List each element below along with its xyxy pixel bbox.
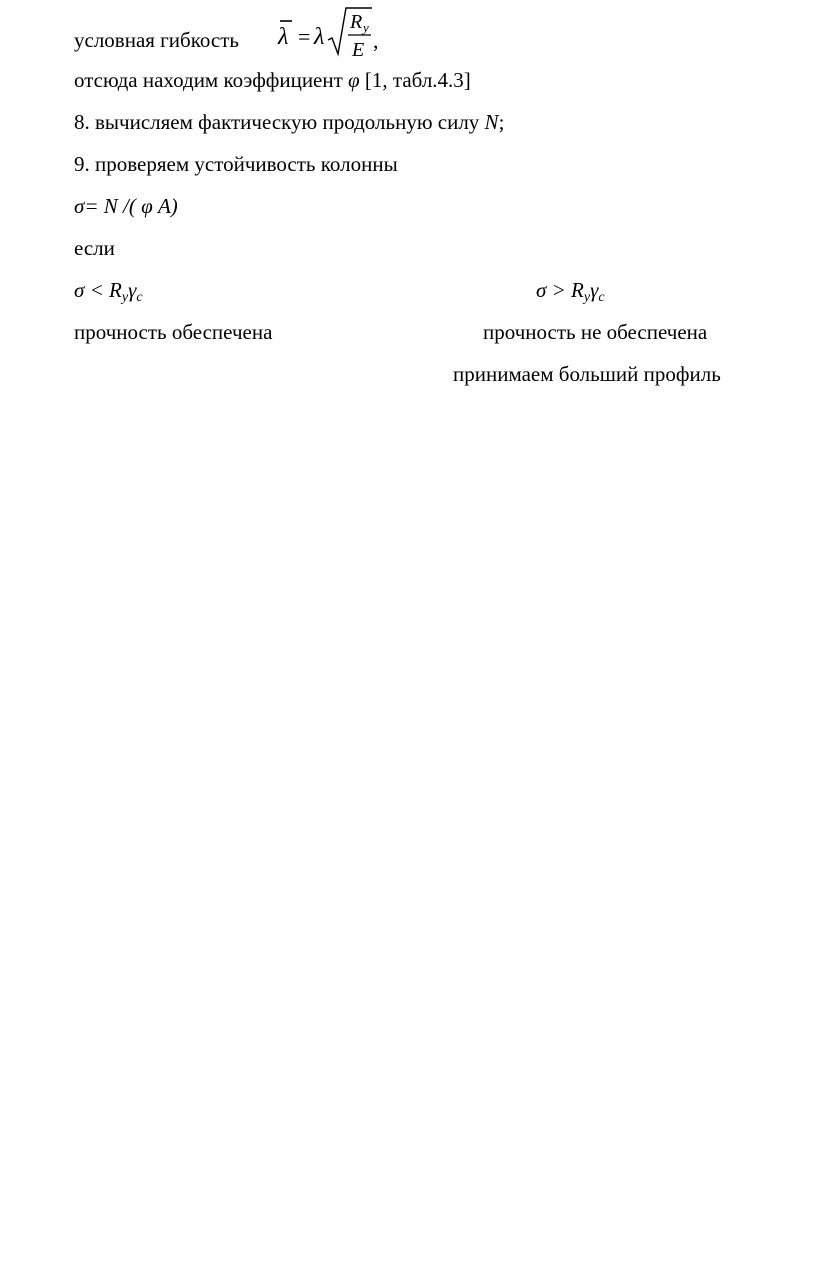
line-find-coefficient	[74, 70, 471, 91]
table-reference: [1, табл.4.3]	[364, 68, 471, 92]
formula-comma: ,	[373, 28, 379, 53]
condition-left-R-sub: y	[121, 290, 129, 305]
result-strength-ok: прочность обеспечена	[74, 320, 273, 344]
line-if	[74, 238, 115, 259]
find-coefficient-label: отсюда находим коэффициент	[74, 68, 343, 92]
condition-right-sigma: σ >	[536, 278, 566, 302]
step-8-semicolon: ;	[498, 110, 505, 134]
result-strength-not-ok: прочность не обеспечена	[483, 320, 708, 344]
line-conditional-slenderness	[74, 30, 239, 51]
line-step-9	[74, 154, 398, 175]
formula-numerator-sub: y	[363, 20, 369, 35]
line-step-8	[74, 112, 504, 133]
stress-formula: σ= N /( φ A)	[74, 194, 178, 218]
step-8-label: 8. вычисляем фактическую продольную силу	[74, 110, 480, 134]
condition-left-gamma: γ	[128, 278, 137, 302]
lambda-bar-symbol: λ	[278, 24, 289, 50]
force-N-symbol: N	[484, 110, 499, 134]
condition-right-gamma: γ	[590, 278, 599, 302]
condition-right-R-sub: y	[583, 290, 591, 305]
step-9-label: 9. проверяем устойчивость колонны	[74, 152, 398, 176]
condition-right-R: R	[571, 278, 584, 302]
result-left	[74, 322, 272, 343]
formula-denominator-E: E	[352, 39, 365, 61]
slenderness-formula	[268, 4, 388, 62]
condition-left-R: R	[109, 278, 122, 302]
result-right-action	[453, 364, 721, 385]
lambda-symbol: λ	[314, 24, 325, 50]
result-take-larger-profile: принимаем больший профиль	[453, 362, 721, 386]
equals-sign: =	[298, 24, 311, 49]
line-stress-formula	[74, 196, 178, 217]
formula-numerator-R: R	[350, 11, 363, 33]
if-label: если	[74, 236, 115, 260]
condition-left-gamma-sub: c	[136, 290, 143, 305]
conditional-slenderness-label: условная гибкость	[74, 28, 239, 52]
slenderness-formula-graphic	[268, 4, 388, 62]
result-right	[483, 322, 707, 343]
condition-right-gamma-sub: c	[598, 290, 605, 305]
phi-symbol: φ	[348, 68, 360, 92]
condition-right	[536, 280, 605, 305]
condition-left-sigma: σ <	[74, 278, 104, 302]
condition-left	[74, 280, 143, 305]
